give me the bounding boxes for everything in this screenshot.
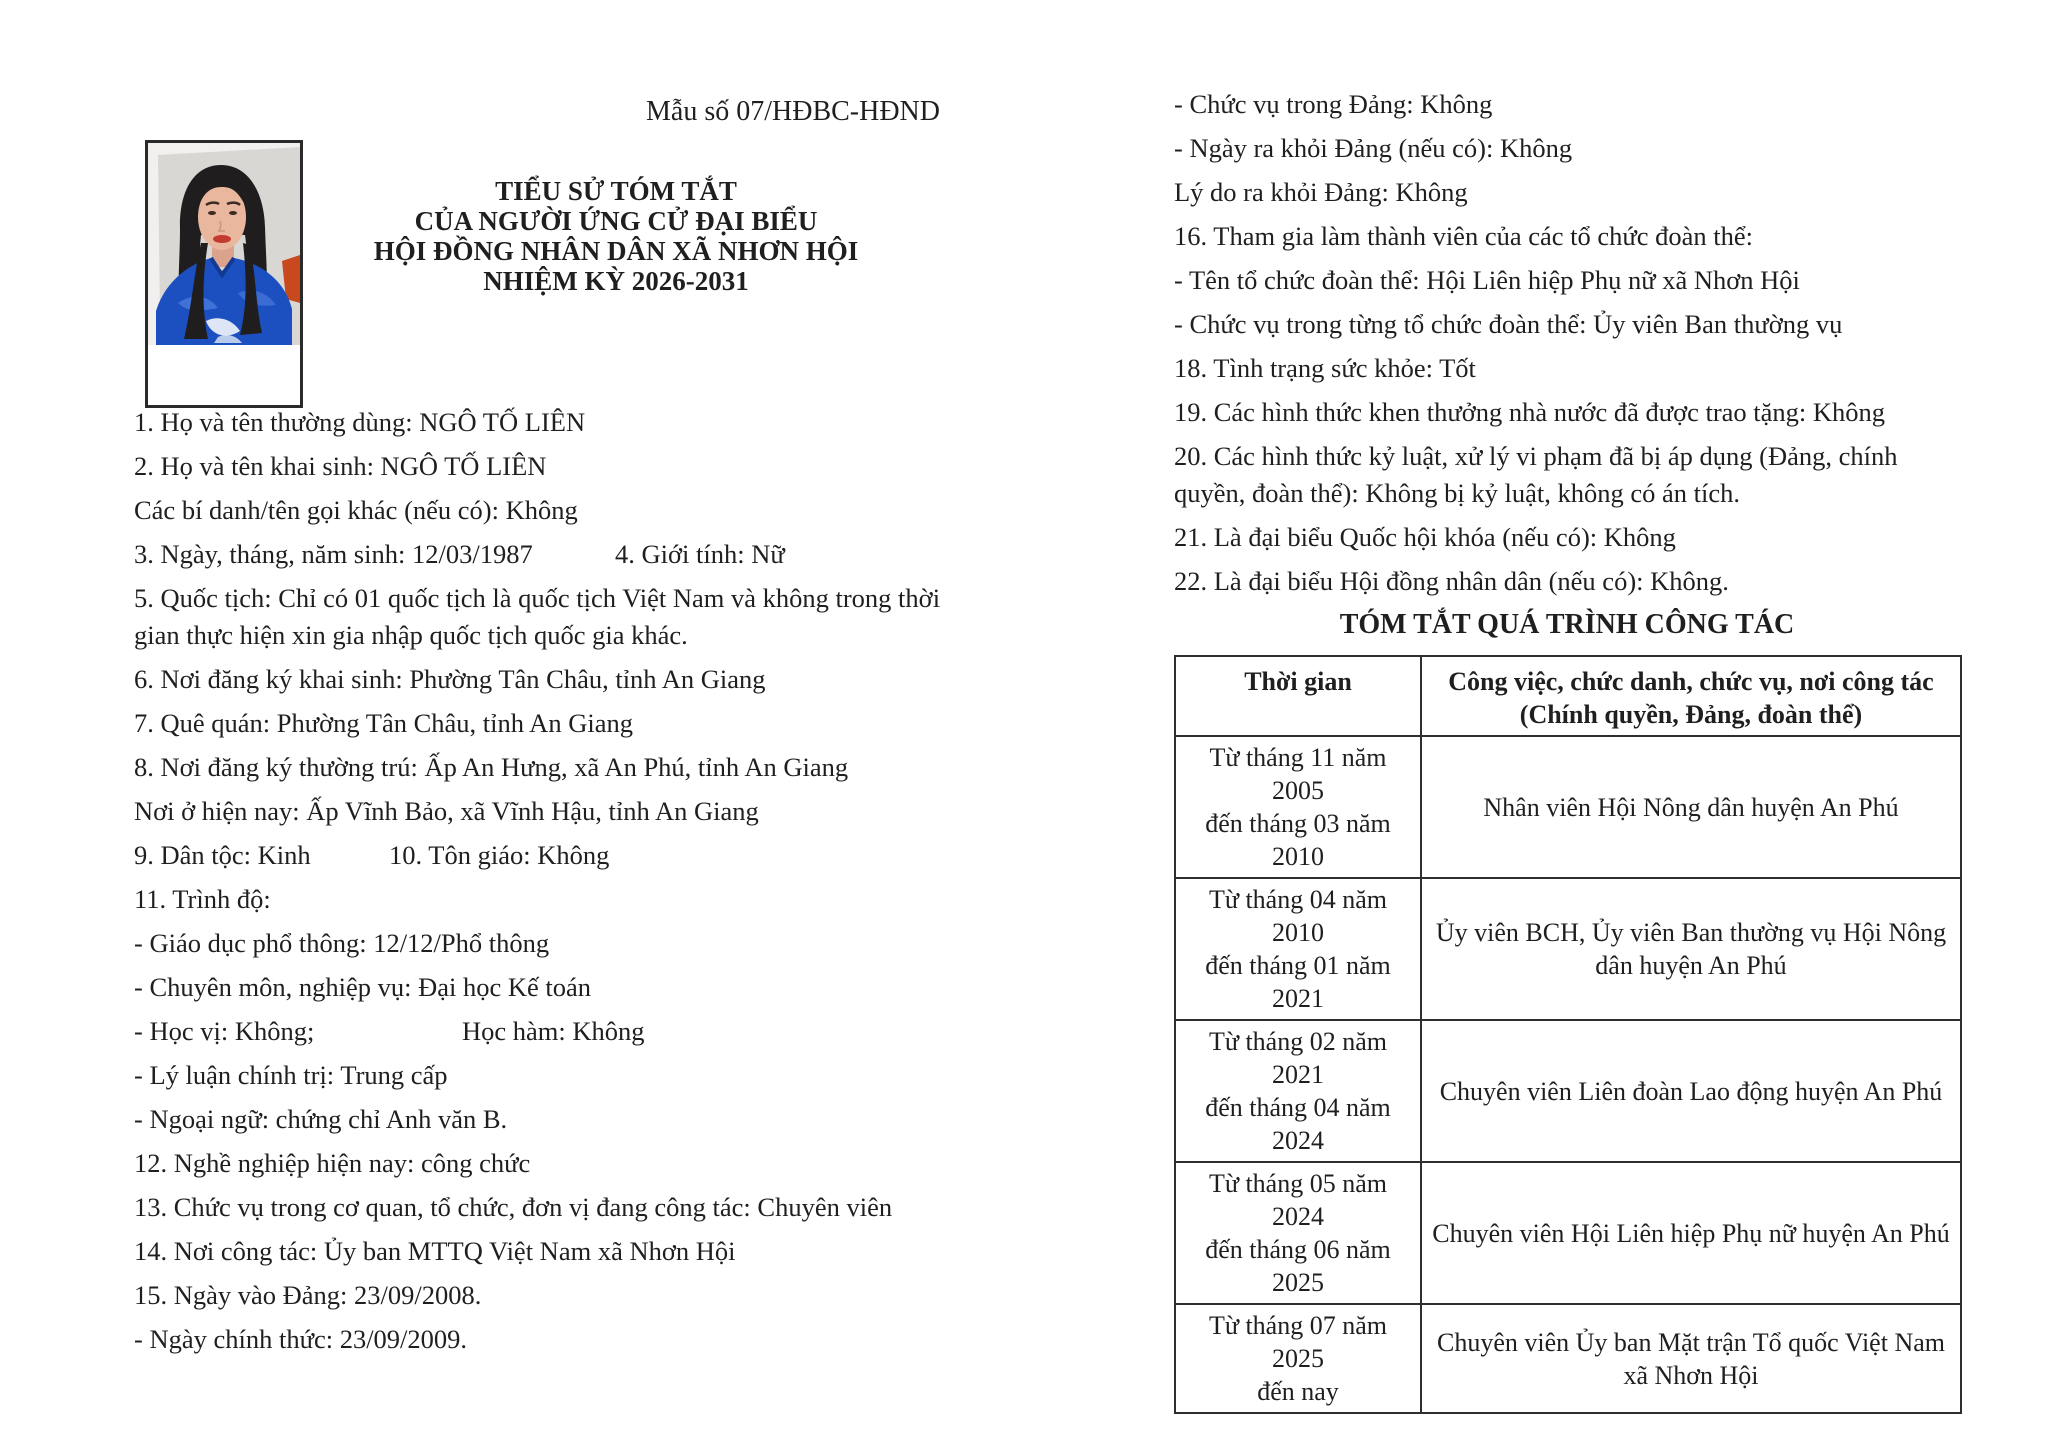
period-line: Từ tháng 11 năm 2005 (1209, 743, 1387, 805)
role-cell: Chuyên viên Hội Liên hiệp Phụ nữ huyện An Phú (1421, 1162, 1961, 1304)
bio-item-part: 3. Ngày, tháng, năm sinh: 12/03/1987 (134, 539, 533, 569)
right-eye (229, 211, 237, 215)
table-header-role (1421, 656, 1961, 736)
bio-item: 19. Các hình thức khen thưởng nhà nước đã được trao tặng: Không (1174, 397, 1886, 427)
bio-item-part: Học hàm: Không (462, 1016, 645, 1046)
table-row (1175, 1020, 1961, 1162)
role-cell: Nhân viên Hội Nông dân huyện An Phú (1421, 736, 1961, 878)
table-row (1175, 878, 1961, 1020)
bio-item: 21. Là đại biểu Quốc hội khóa (nếu có): Không (1174, 522, 1676, 552)
bio-item: - Ngày ra khỏi Đảng (nếu có): Không (1174, 133, 1573, 163)
bio-item: 18. Tình trạng sức khỏe: Tốt (1174, 353, 1476, 383)
bio-item: 15. Ngày vào Đảng: 23/09/2008. (134, 1280, 482, 1310)
bio-item (134, 536, 946, 573)
period-line: đến tháng 01 năm 2021 (1205, 951, 1391, 1013)
bio-item: - Giáo dục phổ thông: 12/12/Phổ thông (134, 928, 550, 958)
title-line-3: HỘI ĐỒNG NHÂN DÂN XÃ NHƠN HỘI (373, 236, 859, 266)
bio-item-part: 10. Tôn giáo: Không (389, 840, 610, 870)
bio-item (134, 837, 946, 874)
bio-item: Các bí danh/tên gọi khác (nếu có): Không (134, 495, 578, 525)
period-cell (1175, 1162, 1421, 1304)
period-line: đến tháng 03 năm 2010 (1205, 809, 1391, 871)
table-header-row (1175, 656, 1961, 736)
bio-item: 1. Họ và tên thường dùng: NGÔ TỐ LIÊN (134, 407, 586, 437)
bio-item: Lý do ra khỏi Đảng: Không (1174, 177, 1468, 207)
period-line: Từ tháng 05 năm 2024 (1208, 1169, 1387, 1231)
period-line: Từ tháng 02 năm 2021 (1208, 1027, 1387, 1089)
bio-item: 11. Trình độ: (134, 884, 271, 914)
candidate-photo (145, 140, 303, 408)
bio-item: - Tên tổ chức đoàn thể: Hội Liên hiệp Phụ nữ xã Nhơn Hội (1174, 265, 1800, 295)
bio-item (134, 1013, 946, 1050)
document-title (300, 176, 932, 296)
bio-item: 6. Nơi đăng ký khai sinh: Phường Tân Châu, tỉnh An Giang (134, 664, 766, 694)
bio-item: 12. Nghề nghiệp hiện nay: công chức (134, 1148, 531, 1178)
bio-item: - Ngoại ngữ: chứng chỉ Anh văn B. (134, 1104, 508, 1134)
photo-paper-strip (148, 345, 300, 405)
bio-item: 20. Các hình thức kỷ luật, xử lý vi phạm đã bị áp dụng (Đảng, chính quyền, đoàn thể): Không bị kỷ luật, không có án tích. (1174, 441, 1898, 508)
bio-item: 22. Là đại biểu Hội đồng nhân dân (nếu có): Không. (1174, 566, 1729, 596)
bio-item: - Lý luận chính trị: Trung cấp (134, 1060, 448, 1090)
bio-item: 16. Tham gia làm thành viên của các tổ chức đoàn thể: (1174, 221, 1754, 251)
bio-item-part: 9. Dân tộc: Kinh (134, 840, 311, 870)
bio-item-part: 4. Giới tính: Nữ (615, 539, 785, 569)
photo-illustration (148, 143, 300, 405)
bio-item-part: - Học vị: Không; (134, 1016, 315, 1046)
table-header-period: Thời gian (1175, 656, 1421, 736)
form-number: Mẫu số 07/HĐBC-HĐND (646, 96, 940, 127)
bio-item: - Chuyên môn, nghiệp vụ: Đại học Kế toán (134, 972, 592, 1002)
title-line-4: NHIỆM KỲ 2026-2031 (483, 266, 749, 296)
bio-item: 5. Quốc tịch: Chỉ có 01 quốc tịch là quốc tịch Việt Nam và không trong thời gian thực hiện xin gia nhập quốc tịch quốc gia khác. (134, 583, 941, 650)
role-cell: Ủy viên BCH, Ủy viên Ban thường vụ Hội Nông dân huyện An Phú (1421, 878, 1961, 1020)
title-line-2: CỦA NGƯỜI ỨNG CỬ ĐẠI BIỂU (414, 206, 818, 236)
bio-item: 13. Chức vụ trong cơ quan, tổ chức, đơn vị đang công tác: Chuyên viên (134, 1192, 893, 1222)
table-header-role-line2: (Chính quyền, Đảng, đoàn thể) (1519, 700, 1863, 729)
period-line: đến nay (1257, 1377, 1339, 1406)
period-cell (1175, 1304, 1421, 1413)
table-row (1175, 1162, 1961, 1304)
role-cell: Chuyên viên Ủy ban Mặt trận Tổ quốc Việt Nam xã Nhơn Hội (1421, 1304, 1961, 1413)
right-column (1174, 86, 1974, 1414)
period-line: Từ tháng 07 năm 2025 (1208, 1311, 1387, 1373)
table-header-role-line1: Công việc, chức danh, chức vụ, nơi công tác (1448, 667, 1934, 696)
bio-item: 2. Họ và tên khai sinh: NGÔ TỐ LIÊN (134, 451, 547, 481)
bio-item: - Chức vụ trong Đảng: Không (1174, 89, 1493, 119)
bio-item: 14. Nơi công tác: Ủy ban MTTQ Việt Nam xã Nhơn Hội (134, 1236, 736, 1266)
period-line: đến tháng 04 năm 2024 (1205, 1093, 1391, 1155)
period-line: Từ tháng 04 năm 2010 (1208, 885, 1387, 947)
table-row (1175, 736, 1961, 878)
table-row (1175, 1304, 1961, 1413)
work-history-table (1174, 655, 1962, 1414)
period-line: đến tháng 06 năm 2025 (1205, 1235, 1391, 1297)
period-cell (1175, 736, 1421, 878)
period-cell (1175, 878, 1421, 1020)
left-eye (208, 211, 216, 215)
bio-item: 7. Quê quán: Phường Tân Châu, tỉnh An Giang (134, 708, 633, 738)
bio-item: 8. Nơi đăng ký thường trú: Ấp An Hưng, xã An Phú, tỉnh An Giang (134, 752, 849, 782)
bio-item: Nơi ở hiện nay: Ấp Vĩnh Bảo, xã Vĩnh Hậu, tỉnh An Giang (134, 796, 759, 826)
period-cell (1175, 1020, 1421, 1162)
left-column (134, 404, 946, 1365)
lips-shape (213, 235, 231, 243)
work-history-heading: TÓM TẮT QUÁ TRÌNH CÔNG TÁC (1339, 609, 1795, 640)
bio-item: - Ngày chính thức: 23/09/2009. (134, 1324, 468, 1354)
bio-item: - Chức vụ trong từng tổ chức đoàn thể: Ủy viên Ban thường vụ (1174, 309, 1843, 339)
role-cell: Chuyên viên Liên đoàn Lao động huyện An Phú (1421, 1020, 1961, 1162)
title-line-1: TIỂU SỬ TÓM TẮT (495, 176, 737, 206)
